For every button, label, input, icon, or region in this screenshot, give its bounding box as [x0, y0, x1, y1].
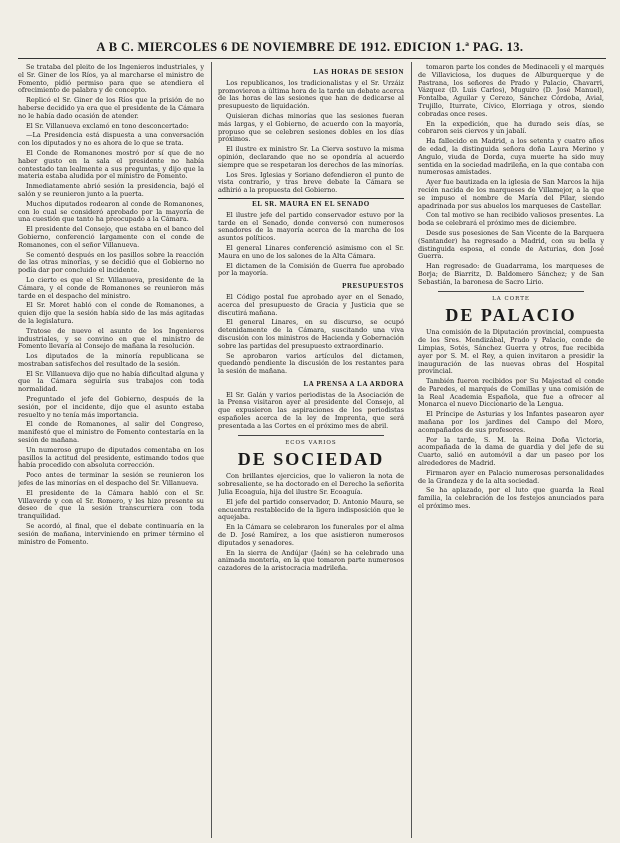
article-paragraph: Quisieran dichas minorías que las sesiones fueran más largas, y el Gobierno, de acuerdo con la mayoría, propuso que se celebren sesiones dobles en los días próximos.: [218, 111, 404, 144]
article-paragraph: Se trataba del pleito de los Ingenieros industriales, y el Sr. Giner de los Ríos, ya al marcharse el ministro de Fomento, pidió permiso para que se atendiera el ofrecimiento de palabra y de concepto.: [18, 64, 204, 95]
section-kicker: LA CORTE: [492, 295, 530, 302]
article-paragraph: Muchos diputados rodearon al conde de Romanones, con lo cual se consideró aprobado por la mayoría de una cuestión que tanto ha preocupado a la Cámara.: [18, 199, 204, 224]
article-paragraph: El Sr. Galán y varios periodistas de la Asociación de la Prensa visitaron ayer al presidente del Consejo, al que expusieron las aspiraciones de los periodistas españoles acerca de la ley de Imprenta, que será presentada a las Cortes en el próximo mes de abril.: [218, 390, 404, 430]
article-paragraph: En la Cámara se celebraron los funerales por el alma de D. José Ramírez, a los que asistieron numerosos diputados y senadores.: [218, 523, 404, 547]
article-paragraph: El Príncipe de Asturias y los Infantes pasearon ayer mañana por los jardines del Campo del Moro, acompañados de sus profesores.: [418, 410, 604, 434]
article-paragraph: El Sr. Villanueva dijo que no había dificultad alguna y que la Cámara seguiría sus trabajos con toda normalidad.: [18, 369, 204, 394]
article-paragraph: El general Linares conferenció asimismo con el Sr. Maura en uno de los salones de la Alta Cámara.: [218, 243, 404, 260]
article-paragraph: El Conde de Romanones mostró por sí que de no haber gusto en la sala el presidente no había contestado tan lealmente a sus preguntas, y dijo que la materia estaba aludida por el ministro de Fomento.: [18, 148, 204, 181]
article-paragraph: Ayer fue bautizada en la iglesia de San Marcos la hija recién nacida de los marqueses de Villamejor, a la que se impuso el nombre de María del Pilar, siendo apadrinada por sus abuelos los marqueses de Castellar.: [418, 178, 604, 210]
article-paragraph: El ilustre jefe del partido conservador estuvo por la tarde en el Senado, donde conversó con numerosos senadores de la mayoría acerca de la marcha de los asuntos políticos.: [218, 210, 404, 243]
article-paragraph: En la sierra de Andújar (Jaén) se ha celebrado una animada montería, en la que tomaron parte numerosos cazadores de la aristocracia madrileña.: [218, 548, 404, 573]
article-paragraph: El presidente del Consejo, que estaba en el banco del Gobierno, conferenció largamente con el conde de Romanones, con el señor Villanueva.: [18, 225, 204, 249]
article-paragraph: Lo cierto es que el Sr. Villanueva, presidente de la Cámara, y el conde de Romanones se reunieron más tarde en el despacho del ministro.: [18, 275, 204, 300]
section-body: [218, 80, 404, 195]
article-paragraph: El conde de Romanones, al salir del Congreso, manifestó que el ministro de Fomento contestaría en la sesión de mañana.: [18, 420, 204, 445]
article-paragraph: También fueron recibidos por Su Majestad el conde de Paredes, el marqués de Comillas y una comisión de la Real Academia Española, que fue a ofrecer al Monarca el nuevo Diccionario de la Lengua.: [418, 377, 604, 409]
masthead-rule: [18, 58, 606, 59]
article-paragraph: El Sr. Villanueva exclamó en tono desconcertado:: [26, 121, 189, 130]
article-paragraph: En la expedición, que ha durado seis días, se cobraron seis ciervos y un jabalí.: [418, 119, 604, 136]
article-paragraph: —La Presidencia está dispuesta a una conversación con los diputados y no es ahora de lo que se trata.: [18, 131, 204, 148]
article-paragraph: Los Sres. Iglesias y Soriano defendieron el punto de vista contrario, y tras breve debate la Cámara se adhirió a la propuesta del Gobierno.: [218, 170, 404, 195]
divider: [438, 291, 584, 292]
section-heading: LA PRENSA A LA ARDORA: [303, 379, 404, 388]
article-paragraph: El dictamen de la Comisión de Guerra fue aprobado por la mayoría.: [218, 261, 404, 278]
section-body: [218, 392, 404, 431]
society-headline: DE SOCIEDAD: [237, 449, 385, 470]
article-paragraph: Con tal motivo se han recibido valiosos presentes. La boda se celebrará el próximo mes de diciembre.: [418, 211, 604, 228]
article-paragraph: Han regresado: de Guadarrama, los marqueses de Borja; de Biarritz, D. Baldomero Sánchez; y de San Sebastián, la baronesa de Sacro Lirio.: [418, 262, 604, 286]
article-paragraph: Replicó el Sr. Giner de los Ríos que la prisión de no haberse decidido ya era que el presidente de la Cámara no le había dado ocasión de atender.: [18, 96, 204, 120]
article-paragraph: El Código postal fue aprobado ayer en el Senado, acerca del presupuesto de Gracia y Justicia que se discutirá mañana.: [218, 292, 404, 317]
article-paragraph: El presidente de la Cámara habló con el Sr. Villaverde y con el Sr. Romero, y les hizo presente su deseo de que la sesión transcurriera con toda tranquilidad.: [18, 488, 204, 521]
article-paragraph: El jefe del partido conservador, D. Antonio Maura, se encuentra restablecido de la ligera indisposición que le aquejaba.: [218, 497, 404, 522]
article-paragraph: El ilustre ex ministro Sr. La Cierva sostuvo la misma opinión, declarando que no se opondría al acuerdo siempre que se respetaran los derechos de las minorías.: [218, 145, 404, 169]
article-paragraph: Ha fallecido en Madrid, a los setenta y cuatro años de edad, la distinguida señora doña Laura Merino y Angulo, viuda de Dorda, cuya muerte ha sido muy sentida en la sociedad madrileña, en la que contaba con numerosas amistades.: [418, 137, 604, 177]
section-heading: PRESUPUESTOS: [342, 282, 404, 291]
article-paragraph: El general Linares, en su discurso, se ocupó detenidamente de la Cámara, suscitando una viva discusión con los ministros de Hacienda y Gobernación sobre las partidas del presupuesto extraordinario.: [218, 318, 404, 350]
section-body: [218, 294, 404, 376]
article-paragraph: Preguntado el jefe del Gobierno, después de la sesión, por el incidente, dijo que el asunto estaba resuelto y no tenía más importancia.: [18, 395, 204, 419]
column-divider: [411, 62, 412, 838]
column-divider: [211, 62, 212, 838]
masthead: A B C. MIERCOLES 6 DE NOVIEMBRE DE 1912. EDICION 1.ª PAG. 13.: [96, 40, 524, 54]
article-paragraph: Firmaron ayer en Palacio numerosas personalidades de la Grandeza y de la alta sociedad.: [418, 468, 604, 485]
article-paragraph: Con brillantes ejercicios, que lo valieron la nota de sobresaliente, se ha doctorado en el Derecho la señorita Julia Ecoaguía, hija del ilustre Sr. Ecoaguía.: [218, 472, 404, 497]
section-body: [418, 329, 604, 511]
article-paragraph: Los republicanos, los tradicionalistas y el Sr. Urzáiz promovieron a última hora de la tarde un debate acerca de las horas de las sesiones que han de dedicarse al presupuesto de liquidación.: [218, 78, 404, 111]
article-paragraph: tomaron parte los condes de Medinaceli y el marqués de Villaviciosa, los duques de Alburquerque y de Pastrana, los señores de Prado y Palacio, Chavarri, Vázquez (D. Luis Carlos), Muguiro (D. José Manuel), Fontalba, Aguilar y Cerezo, Sánchez Córdoba, Avial, Trujillo, Iturrate, Cívico, Elorriaga y otros, siendo cobradas once reses.: [418, 64, 604, 118]
article-paragraph: Desde sus posesiones de San Vicente de la Barquera (Santander) ha regresado a Madrid, con su bella y distinguida esposa, el conde de Asturias, don José Guerra.: [418, 228, 604, 261]
article-paragraph: Un numeroso grupo de diputados comentaba en los pasillos la actitud del presidente, estimando todos que había procedido con absoluta corrección.: [18, 445, 204, 470]
section-heading: EL SR. MAURA EN EL SENADO: [218, 198, 404, 209]
article-paragraph: Una comisión de la Diputación provincial, compuesta de los Sres. Mendizábal, Prado y Palacio, conde de Limpias, Sotés, Sánchez Guerra y otros, fue recibida ayer por S. M. el Rey, a quien invitaron a presidir la inauguración de las nuevas obras del Hospital provincial.: [418, 328, 604, 376]
article-paragraph: Se comentó después en los pasillos sobre la reacción de las otras minorías, y se decidió que el Gobierno no podía dar por concluido el incidente.: [18, 250, 204, 275]
section-body: [218, 212, 404, 278]
column-2: [218, 64, 404, 836]
article-paragraph: Inmediatamente abrió sesión la presidencia, bajó el salón y se reunieron junto a la puerta.: [18, 182, 204, 198]
article-paragraph: Poco antes de terminar la sesión se reunieron los jefes de las minorías en el despacho del Sr. Villanueva.: [18, 471, 204, 488]
palace-headline: DE PALACIO: [445, 305, 577, 326]
section-body: [418, 64, 604, 287]
article-paragraph: Se aprobaron varios artículos del dictamen, quedando pendiente la discusión de los restantes para la sesión de mañana.: [218, 351, 404, 376]
divider: [238, 435, 384, 436]
section-heading: LAS HORAS DE SESION: [313, 68, 404, 76]
section-kicker: ECOS VARIOS: [285, 439, 337, 446]
article-paragraph: Los diputados de la minoría republicana se mostraban satisfechos del resultado de la sesión.: [18, 352, 204, 368]
article-paragraph: El Sr. Moret habló con el conde de Romanones, a quien dijo que la sesión había sido de las más agitadas de la legislatura.: [18, 301, 204, 325]
section-body: [218, 473, 404, 573]
article-paragraph: Se acordó, al final, que el debate continuaría en la sesión de mañana, interviniendo en primer término el ministro de Fomento.: [18, 522, 204, 546]
article-paragraph: Tratose de nuevo el asunto de los Ingenieros industriales, y se convino en que el ministro de Fomento llevaría al Consejo de mañana la resolución.: [18, 326, 204, 351]
column-1: [18, 64, 204, 836]
article-paragraph: Se ha aplazado, por el luto que guarda la Real familia, la celebración de los festejos anunciados para el próximo mes.: [418, 486, 604, 511]
column-3: [418, 64, 604, 836]
article-paragraph: Por la tarde, S. M. la Reina Doña Victoria, acompañada de la dama de guardia y del jefe de su Cuarto, salió en automóvil a dar un paseo por los alrededores de Madrid.: [418, 435, 604, 468]
